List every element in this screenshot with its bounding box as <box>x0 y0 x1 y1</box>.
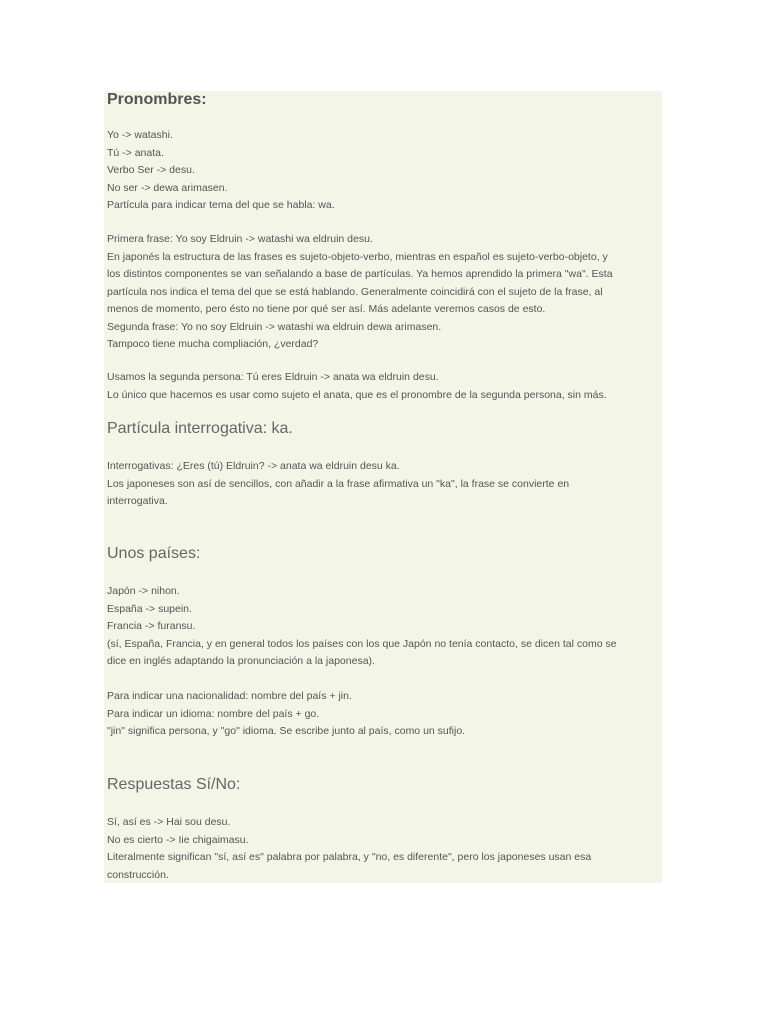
section-heading-respuestas: Respuestas Sí/No: <box>107 776 241 793</box>
text-line: Tampoco tiene mucha compliación, ¿verdad? <box>107 338 319 350</box>
section-heading-paises: Unos países: <box>107 545 201 562</box>
text-line: Usamos la segunda persona: Tú eres Eldruin -> anata wa eldruin desu. <box>107 371 439 383</box>
section-heading-interrogativa: Partícula interrogativa: ka. <box>107 420 293 437</box>
text-line: Sí, así es -> Hai sou desu. <box>107 816 231 828</box>
text-line: Interrogativas: ¿Eres (tú) Eldruin? -> anata wa eldruin desu ka. <box>107 460 400 472</box>
text-line: dice en inglés adaptando la pronunciación a la japonesa). <box>107 655 375 667</box>
text-line: partícula nos indica el tema del que se está hablando. Generalmente coincidirá con el sujeto de la frase, al <box>107 285 603 298</box>
text-line: Japón -> nihon. <box>107 585 180 597</box>
text-line: En japonés la estructura de las frases es sujeto-objeto-verbo, mientras en español es sujeto-verbo-objeto, y <box>107 250 608 263</box>
text-line: Para indicar un idioma: nombre del país + go. <box>107 707 320 720</box>
paragraph-second-person <box>107 369 659 404</box>
text-line: Verbo Ser -> desu. <box>107 164 195 176</box>
paragraph-first-sentence <box>107 231 659 354</box>
paragraph-interrogatives <box>107 458 659 511</box>
text-line: (sí, España, Francia, y en general todos los países con los que Japón no tenía contacto, se dicen tal como se <box>107 637 617 650</box>
paragraph-pronouns-list <box>107 127 659 215</box>
text-line: Partícula para indicar tema del que se habla: wa. <box>107 199 335 211</box>
text-line: Para indicar una nacionalidad: nombre del país + jin. <box>107 690 352 702</box>
text-line: Los japoneses son así de sencillos, con añadir a la frase afirmativa un "ka", la frase se convierte en <box>107 477 570 490</box>
text-line: España -> supein. <box>107 602 192 615</box>
text-line: los distintos componentes se van señalando a base de partículas. Ya hemos aprendido la primera "wa". Esta <box>107 268 613 280</box>
text-line: Yo -> watashi. <box>107 129 173 141</box>
text-line: Primera frase: Yo soy Eldruin -> watashi wa eldruin desu. <box>107 233 373 245</box>
text-line: Lo único que hacemos es usar como sujeto el anata, que es el pronombre de la segunda persona, sin más. <box>107 388 607 401</box>
text-line: menos de momento, pero ésto no tiene por qué ser así. Más adelante veremos casos de esto. <box>107 303 546 315</box>
text-line: Tú -> anata. <box>107 146 164 159</box>
text-line: Literalmente significan "sí, así es" palabra por palabra, y "no, es diferente", pero los japoneses usan esa <box>107 851 592 863</box>
text-line: interrogativa. <box>107 495 168 507</box>
text-line: No es cierto -> Iie chigaimasu. <box>107 833 249 846</box>
text-line: No ser -> dewa arimasen. <box>107 181 228 194</box>
section-heading-pronombres: Pronombres: <box>107 91 207 108</box>
paragraph-countries-list <box>107 583 659 671</box>
text-line: "jin" significa persona, y "go" idioma. Se escribe junto al país, como un sufijo. <box>107 725 466 737</box>
text-line: Francia -> furansu. <box>107 620 196 632</box>
content-panel <box>104 91 662 883</box>
paragraph-yes-no-answers <box>107 814 659 884</box>
paragraph-nationality-language <box>107 688 659 741</box>
text-line: construcción. <box>107 868 169 881</box>
text-line: Segunda frase: Yo no soy Eldruin -> watashi wa eldruin dewa arimasen. <box>107 320 442 333</box>
